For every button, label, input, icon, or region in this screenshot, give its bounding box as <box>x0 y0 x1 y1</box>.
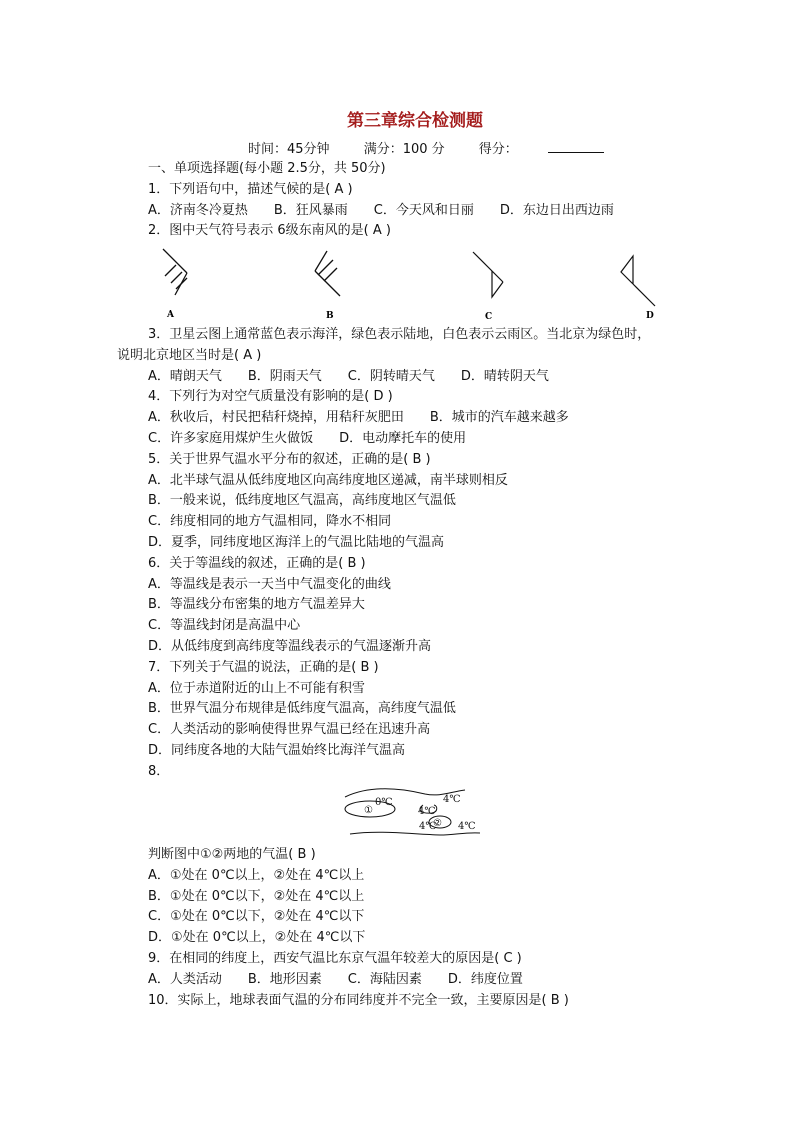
question-4: 4．下列行为对空气质量没有影响的是( D ) <box>148 389 393 405</box>
exam-time: 时间：45分钟 <box>248 142 330 157</box>
wind-label-d: D <box>646 311 654 321</box>
label-0c: 0℃ <box>375 797 393 808</box>
question-7-option-c: C．人类活动的影响使得世界气温已经在迅速升高 <box>148 722 431 738</box>
question-3-options: A．晴朗天气 B．阴雨天气 C．阴转晴天气 D．晴转阴天气 <box>148 368 549 384</box>
question-5-option-d: D．夏季，同纬度地区海洋上的气温比陆地的气温高 <box>148 534 445 550</box>
question-5: 5．关于世界气温水平分布的叙述，正确的是( B ) <box>148 451 431 467</box>
question-5-option-c: C．纬度相同的地方气温相同，降水不相同 <box>148 514 392 530</box>
question-5-option-a: A．北半球气温从低纬度地区向高纬度地区递减，南半球则相反 <box>148 472 508 488</box>
label-4c-left: 4℃ <box>419 821 437 832</box>
question-2: 2．图中天气符号表示 6级东南风的是( A ) <box>148 223 391 239</box>
isotherm-bottom <box>350 832 480 835</box>
exam-score-label: 得分： <box>478 142 518 157</box>
question-6-option-c: C．等温线封闭是高温中心 <box>148 618 301 634</box>
question-9: 9．在相同的纬度上，西安气温比东京气温年较差大的原因是( C ) <box>148 950 522 966</box>
question-10: 10．实际上，地球表面气温的分布同纬度并不完全一致，主要原因是( B ) <box>148 992 569 1008</box>
question-8-option-c: C．①处在 0℃以下，②处在 4℃以下 <box>148 909 365 925</box>
question-7-option-d: D．同纬度各地的大陆气温始终比海洋气温高 <box>148 742 406 758</box>
question-7: 7．下列关于气温的说法，正确的是( B ) <box>148 659 379 675</box>
question-7-option-b: B．世界气温分布规律是低纬度气温高，高纬度气温低 <box>148 701 456 717</box>
wind-symbol-c <box>473 252 503 297</box>
question-8-option-d: D．①处在 0℃以上，②处在 4℃以下 <box>148 930 366 946</box>
label-4c-center: 4℃ <box>418 806 436 817</box>
question-5-option-b: B．一般来说，低纬度地区气温高，高纬度地区气温低 <box>148 493 456 509</box>
questions-3-8 <box>117 325 717 783</box>
label-4c-top: 4℃ <box>443 794 461 805</box>
question-3: 3．卫星云图上通常蓝色表示海洋，绿色表示陆地，白色表示云雨区。当北京为绿色时， <box>148 327 651 342</box>
question-6: 6．关于等温线的叙述，正确的是( B ) <box>148 555 366 571</box>
wind-symbol-d <box>621 256 655 306</box>
question-1-options: A．济南冬冷夏热 B．狂风暴雨 C．今天风和日丽 D．东边日出西边雨 <box>148 202 614 218</box>
question-1: 1．下列语句中，描述气候的是( A ) <box>148 181 353 197</box>
question-7-option-a: A．位于赤道附近的山上不可能有积雪 <box>148 680 365 696</box>
question-6-option-d: D．从低纬度到高纬度等温线表示的气温逐渐升高 <box>148 638 432 654</box>
question-3-continued: 说明北京地区当时是( A ) <box>117 347 262 363</box>
question-6-option-a: A．等温线是表示一天当中气温变化的曲线 <box>148 576 391 592</box>
question-8-option-a: A．①处在 0℃以上，②处在 4℃以上 <box>148 867 365 883</box>
isotherm-figure <box>330 780 490 840</box>
question-4-options-cd: C．许多家庭用煤炉生火做饭 D．电动摩托车的使用 <box>148 430 467 446</box>
wind-label-b: B <box>326 311 334 321</box>
question-9-options: A．人类活动 B．地形因素 C．海陆因素 D．纬度位置 <box>148 971 523 987</box>
location-1: ① <box>364 805 373 816</box>
exam-meta <box>248 138 634 157</box>
wind-label-c: C <box>485 312 493 322</box>
wind-symbol-a <box>163 249 187 295</box>
score-blank[interactable] <box>548 140 604 153</box>
section-heading: 一、单项选择题(每小题 2.5分，共 50分) <box>148 161 386 176</box>
question-4-options-ab: A．秋收后，村民把秸秆烧掉，用秸秆灰肥田 B．城市的汽车越来越多 <box>148 410 569 426</box>
label-4c-right: 4℃ <box>458 821 476 832</box>
question-6-option-b: B．等温线分布密集的地方气温差异大 <box>148 597 365 613</box>
location-2: ② <box>433 818 442 829</box>
wind-symbols-figure <box>140 245 700 325</box>
questions-8-10 <box>117 845 717 1011</box>
exam-full-score: 满分：100 分 <box>363 142 445 157</box>
wind-label-a: A <box>167 310 174 320</box>
question-8-option-b: B．①处在 0℃以下，②处在 4℃以上 <box>148 888 365 904</box>
page-title: 第三章综合检测题 <box>347 111 483 131</box>
question-8: 8． <box>148 763 170 779</box>
question-8-stem: 判断图中①②两地的气温( B ) <box>148 847 316 862</box>
wind-symbol-b <box>315 251 340 296</box>
section-one <box>117 159 717 242</box>
